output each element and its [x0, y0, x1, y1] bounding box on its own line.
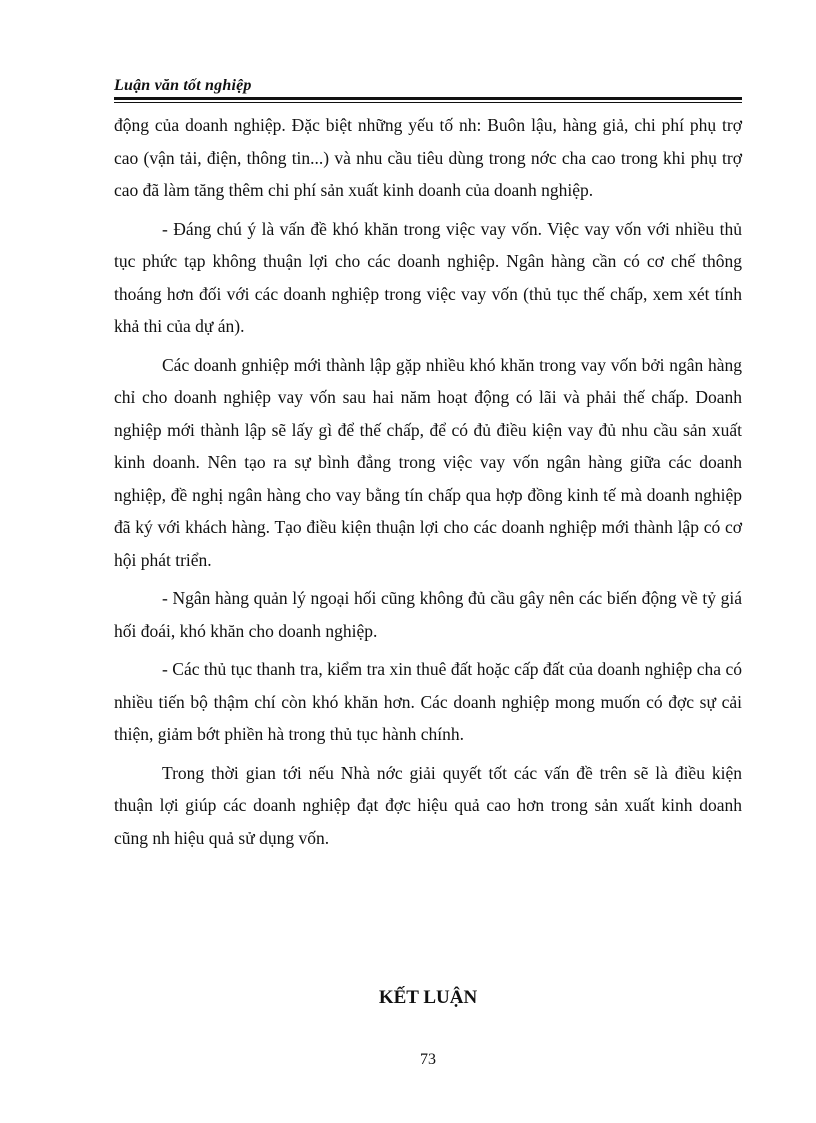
section-heading: KẾT LUẬN: [378, 987, 478, 1008]
paragraph: - Ngân hàng quản lý ngoại hối cũng không đủ cầu gây nên các biến động về tỷ giá hối đoái, khó khăn cho doanh nghiệp.: [114, 588, 742, 641]
paragraph: - Các thủ tục thanh tra, kiểm tra xin thuê đất hoặc cấp đất của doanh nghiệp cha có nhiều tiến bộ thậm chí còn khó khăn hơn. Các doanh nghiệp mong muốn có đợc sự cải thiện, giảm bớt phiền hà trong thủ tục hành chính.: [114, 659, 742, 744]
header-title: Luận văn tốt nghiệp: [114, 77, 252, 94]
page-number: 73: [420, 1051, 436, 1068]
paragraph: Trong thời gian tới nếu Nhà nớc giải quyết tốt các vấn đề trên sẽ là điều kiện thuận lợi giúp các doanh nghiệp đạt đợc hiệu quả cao hơn trong sản xuất kinh doanh cũng nh hiệu quả sử dụng vốn.: [114, 762, 742, 848]
header-rule-thin: [114, 102, 742, 103]
paragraph: động của doanh nghiệp. Đặc biệt những yếu tố nh: Buôn lậu, hàng giả, chi phí phụ trợ cao (vận tải, điện, thông tin...) và nhu cầu tiêu dùng trong nớc cha cao trong khi phụ trợ cao đã làm tăng thêm chi phí sản xuất kinh doanh của doanh nghiệp.: [114, 115, 742, 200]
paragraph: - Đáng chú ý là vấn đề khó khăn trong việc vay vốn. Việc vay vốn với nhiều thủ tục phức tạp không thuận lợi cho các doanh nghiệp. Ngân hàng cần có cơ chế thông thoáng hơn đối với các doanh nghiệp trong việc vay vốn (thủ tục thế chấp, xem xét tính khả thi của dự án).: [114, 218, 742, 336]
page-header: [114, 76, 742, 96]
body-text: [114, 109, 742, 860]
paragraph: Các doanh gnhiệp mới thành lập gặp nhiều khó khăn trong vay vốn bởi ngân hàng chỉ cho doanh nghiệp vay vốn sau hai năm hoạt động có lãi và phải thế chấp. Doanh nghiệp mới thành lập sẽ lấy gì để thế chấp, để có đủ điều kiện vay đủ nhu cầu sản xuất kinh doanh. Nên tạo ra sự bình đẳng trong việc vay vốn ngân hàng giữa các doanh nghiệp, đề nghị ngân hàng cho vay bằng tín chấp qua hợp đồng kinh tế mà doanh nghiệp đã ký với khách hàng. Tạo điều kiện thuận lợi cho các doanh nghiệp mới thành lập có cơ hội phát triển.: [114, 354, 742, 570]
header-rule-thick: [114, 97, 742, 100]
